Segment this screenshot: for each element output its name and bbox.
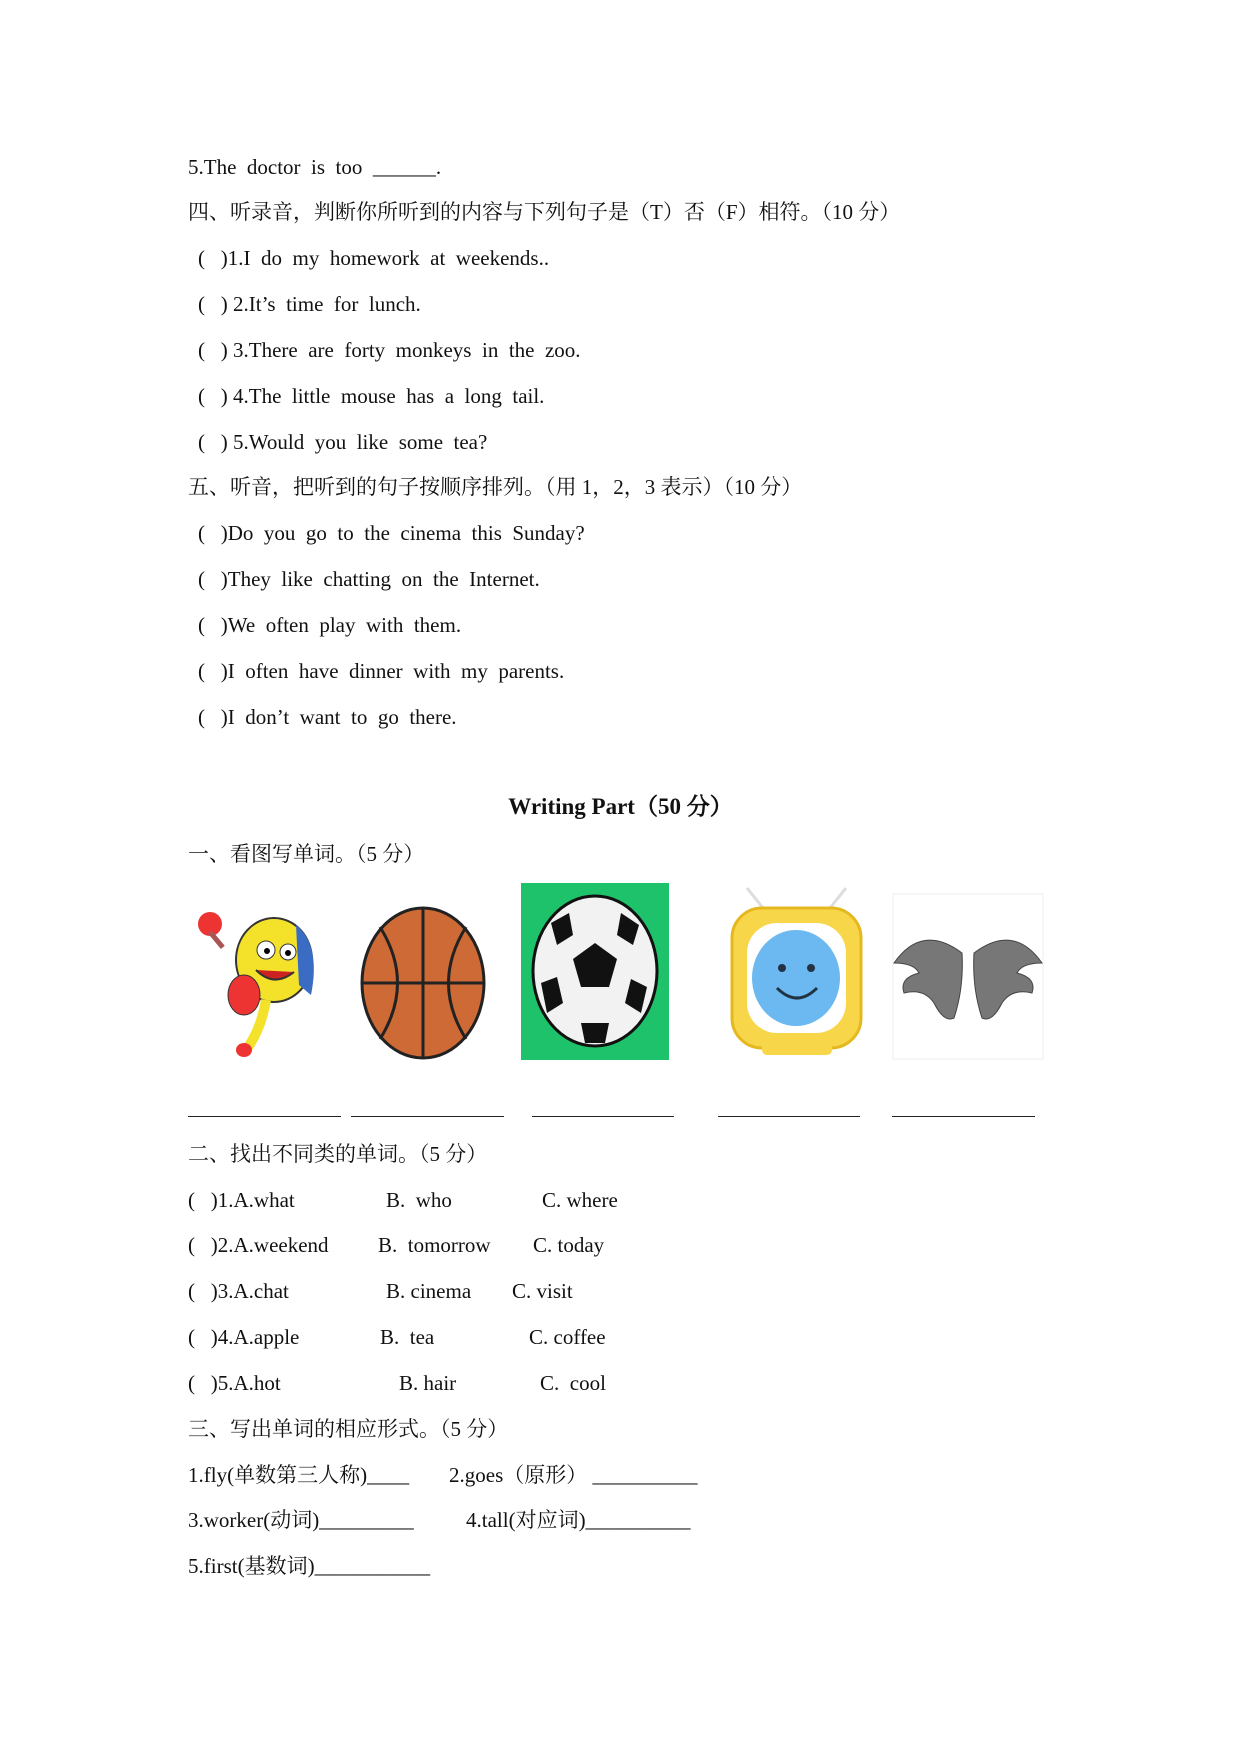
- option-b: B. hair: [399, 1371, 457, 1395]
- section5-heading: 五、听音，把听到的句子按顺序排列。（用 1，2，3 表示）（10 分）: [188, 475, 803, 499]
- answer-blank[interactable]: [718, 1116, 860, 1117]
- writing-part-title: Writing Part（50 分）: [508, 794, 733, 819]
- section5-item: ( )We often play with them.: [198, 613, 462, 637]
- section5-item: ( )They like chatting on the Internet.: [198, 567, 540, 591]
- ping-pong-mascot-image: [196, 900, 330, 1060]
- option-a: ( )5.A.hot: [188, 1371, 281, 1395]
- option-c: C. cool: [540, 1371, 606, 1395]
- option-c: C. today: [533, 1233, 605, 1257]
- word-form-item: 1.fly(单数第三人称)____: [188, 1463, 410, 1487]
- option-c: C. coffee: [529, 1325, 606, 1349]
- word-form-item: 4.tall(对应词)__________: [466, 1508, 691, 1532]
- option-c: C. where: [542, 1188, 618, 1212]
- word-form-item: 2.goes（原形） __________: [449, 1463, 698, 1487]
- writing-section3-heading: 三、写出单词的相应形式。（5 分）: [188, 1417, 509, 1441]
- option-b: B. tomorrow: [378, 1233, 491, 1257]
- writing-section2-heading: 二、找出不同类的单词。（5 分）: [188, 1142, 488, 1166]
- section4-item: ( ) 5.Would you like some tea?: [198, 430, 488, 454]
- question-text: 5.The doctor is too: [188, 155, 373, 179]
- wings-image: [892, 893, 1044, 1060]
- tv-image: [727, 883, 866, 1060]
- basketball-image: [360, 905, 487, 1060]
- option-a: ( )2.A.weekend: [188, 1233, 329, 1257]
- answer-blank[interactable]: [188, 1116, 341, 1117]
- section4-item: ( ) 4.The little mouse has a long tail.: [198, 384, 545, 408]
- word-form-item: 5.first(基数词)___________: [188, 1554, 431, 1578]
- answer-blank[interactable]: [532, 1116, 674, 1117]
- option-a: ( )3.A.chat: [188, 1279, 289, 1303]
- section5-item: ( )Do you go to the cinema this Sunday?: [198, 521, 585, 545]
- writing-section1-heading: 一、看图写单词。（5 分）: [188, 842, 425, 866]
- option-b: B. cinema: [386, 1279, 472, 1303]
- section4-item: ( ) 2.It’s time for lunch.: [198, 292, 421, 316]
- option-b: B. tea: [380, 1325, 435, 1349]
- answer-blank[interactable]: [351, 1116, 504, 1117]
- answer-blank[interactable]: [892, 1116, 1035, 1117]
- option-b: B. who: [386, 1188, 452, 1212]
- section4-heading: 四、听录音，判断你所听到的内容与下列句子是（T）否（F）相符。（10 分）: [188, 200, 901, 224]
- word-form-item: 3.worker(动词)_________: [188, 1508, 414, 1532]
- option-c: C. visit: [512, 1279, 573, 1303]
- section4-item: ( )1.I do my homework at weekends..: [198, 246, 550, 270]
- section4-item: ( ) 3.There are forty monkeys in the zoo.: [198, 338, 581, 362]
- answer-blank: ______.: [372, 155, 442, 179]
- option-a: ( )4.A.apple: [188, 1325, 300, 1349]
- option-a: ( )1.A.what: [188, 1188, 295, 1212]
- section5-item: ( )I often have dinner with my parents.: [198, 659, 565, 683]
- section5-item: ( )I don’t want to go there.: [198, 705, 457, 729]
- question-5-doctor: [188, 154, 441, 180]
- football-image: [521, 883, 669, 1060]
